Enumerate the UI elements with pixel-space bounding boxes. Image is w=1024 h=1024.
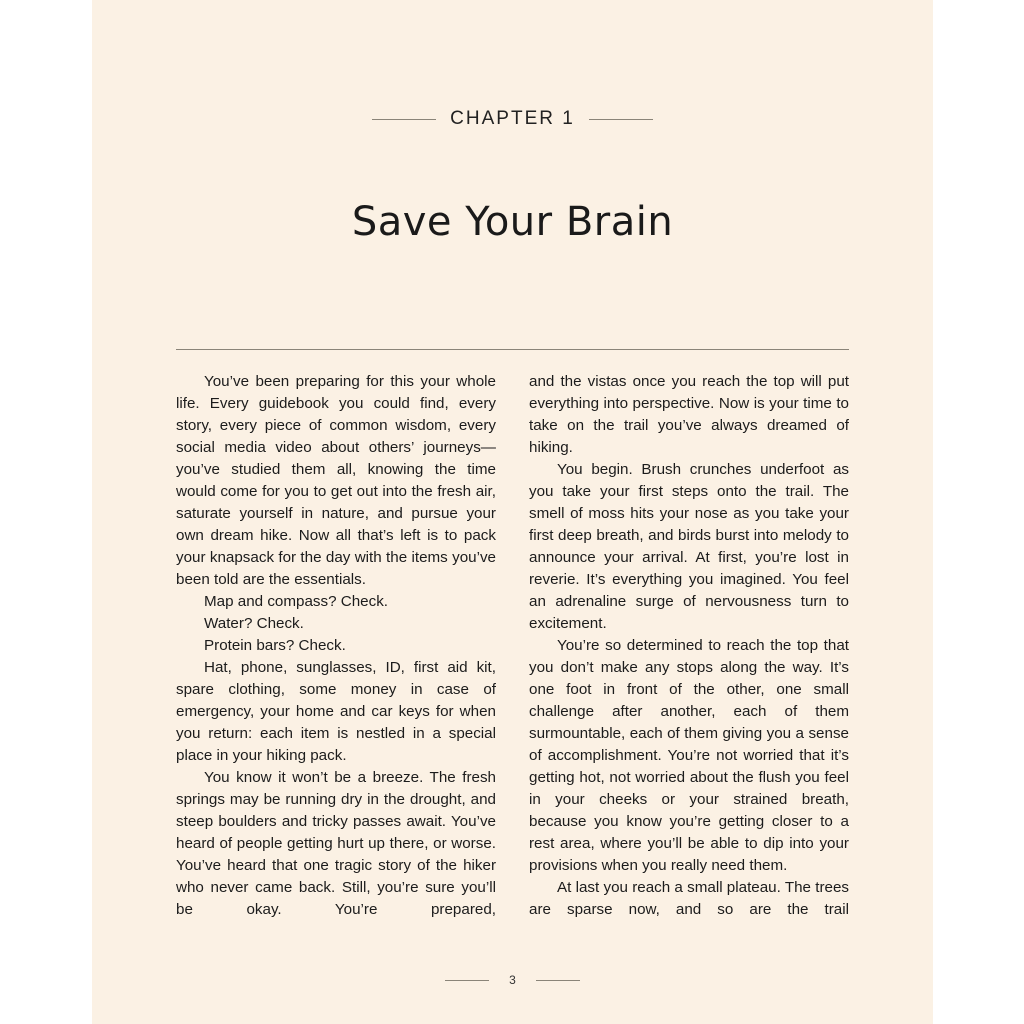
paragraph: You’ve been preparing for this your whole life. Every guidebook you could find, every story, every piece of common wisdom, every social media video about others’ journeys—you’ve studied them all, knowing the time would come for you to get out into the fresh air, saturate yourself in nature, and pursue your own dream hike. Now all that’s left is to pack your knapsack for the day with the items you’ve been told are the essentials. (176, 373, 496, 588)
chapter-number: CHAPTER 1 (450, 108, 575, 129)
paragraph: and the vistas once you reach the top will put everything into perspective. Now is your time to take on the trail you’ve always dreamed of hiking. (529, 373, 849, 456)
left-column (176, 371, 496, 921)
chapter-rule-right (589, 119, 653, 120)
page-number: 3 (509, 973, 516, 987)
footer-rule-right (536, 980, 580, 981)
footer-rule-left (445, 980, 489, 981)
paragraph: Water? Check. (204, 615, 304, 632)
paragraph: You know it won’t be a breeze. The fresh springs may be running dry in the drought, and steep boulders and tricky passes await. You’ve heard of people getting hurt up there, or worse. You’ve heard that one tragic story of the hiker who never came back. Still, you’re sure you’ll be okay. You’re prepared, (176, 769, 496, 918)
book-page (92, 0, 933, 1024)
chapter-rule-left (372, 119, 436, 120)
paragraph: Map and compass? Check. (204, 593, 389, 610)
page-footer (92, 972, 933, 988)
paragraph: At last you reach a small plateau. The trees are sparse now, and so are the trail (529, 879, 849, 918)
paragraph: Protein bars? Check. (204, 637, 346, 654)
paragraph: You begin. Brush crunches underfoot as you take your first steps onto the trail. The smell of moss hits your nose as you take your first deep breath, and birds burst into melody to announce your arrival. At first, you’re lost in reverie. It’s everything you imagined. You feel an adrenaline surge of nervousness turn to excitement. (529, 461, 849, 632)
right-column (529, 371, 849, 921)
title-divider (176, 349, 849, 350)
paragraph: Hat, phone, sunglasses, ID, first aid kit, spare clothing, some money in case of emergency, your home and car keys for when you return: each item is nestled in a special place in your hiking pack. (176, 659, 496, 764)
chapter-title: Save Your Brain (351, 199, 674, 245)
body-text (176, 371, 849, 921)
chapter-label (92, 106, 933, 132)
paragraph: You’re so determined to reach the top that you don’t make any stops along the way. It’s one foot in front of the other, one small challenge after another, each of them surmountable, each of them giving you a sense of accomplishment. You’re not worried that it’s getting hot, not worried about the flush you feel in your cheeks or your strained breath, because you know you’re getting closer to a rest area, where you’ll be able to dip into your provisions when you really need them. (529, 637, 849, 874)
